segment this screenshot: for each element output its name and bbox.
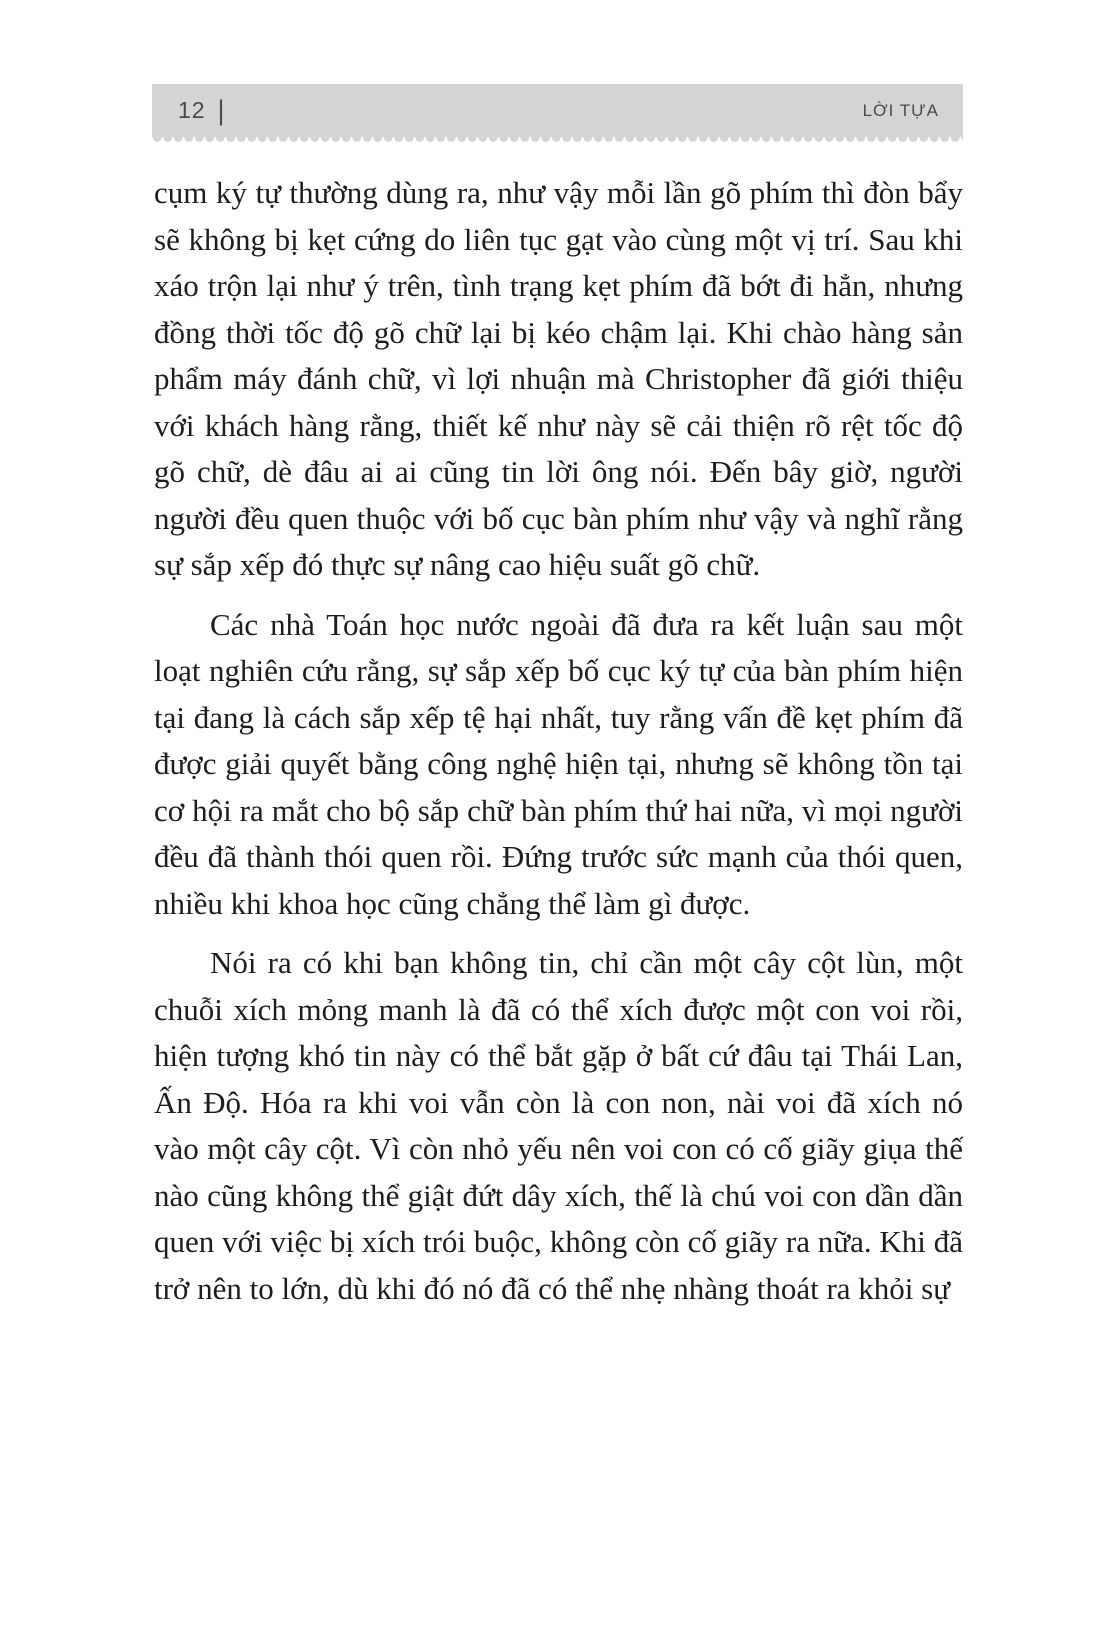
header-bar-strip [152,84,963,137]
page-number: 12 [178,97,206,123]
paragraph-2: Các nhà Toán học nước ngoài đã đưa ra kết luận sau một loạt nghiên cứu rằng, sự sắp xếp bố cục ký tự của bàn phím hiện tại đang là cách sắp xếp tệ hại nhất, tuy rằng vấn đề kẹt phím đã được giải quyết bằng công nghệ hiện tại, nhưng sẽ không tồn tại cơ hội ra mắt cho bộ sắp chữ bàn phím thứ hai nữa, vì mọi người đều đã thành thói quen rồi. Đứng trước sức mạnh của thói quen, nhiều khi khoa học cũng chẳng thể làm gì được. [154,606,963,921]
paragraph-3: Nói ra có khi bạn không tin, chỉ cần một cây cột lùn, một chuỗi xích mỏng manh là đã có thể xích được một con voi rồi, hiện tượng khó tin này có thể bắt gặp ở bất cứ đâu tại Thái Lan, Ấn Độ. Hóa ra khi voi vẫn còn là con non, nài voi đã xích nó vào một cây cột. Vì còn nhỏ yếu nên voi con có cố giãy giụa thế nào cũng không thể giật đứt dây xích, thế là chú voi con dần dần quen với việc bị xích trói buộc, không còn cố giãy ra nữa. Khi đã trở nên to lớn, dù khi đó nó đã có thể nhẹ nhàng thoát ra khỏi sự [154,945,963,1306]
perforated-edge [152,137,963,143]
page-body [154,170,963,1312]
header-left-group [178,95,224,126]
paragraph-1: cụm ký tự thường dùng ra, như vậy mỗi lần gõ phím thì đòn bẩy sẽ không bị kẹt cứng do liên tục gạt vào cùng một vị trí. Sau khi xáo trộn lại như ý trên, tình trạng kẹt phím đã bớt đi hẳn, nhưng đồng thời tốc độ gõ chữ lại bị kéo chậm lại. Khi chào hàng sản phẩm máy đánh chữ, vì lợi nhuận mà Christopher đã giới thiệu với khách hàng rằng, thiết kế như này sẽ cải thiện rõ rệt tốc độ gõ chữ, dè đâu ai ai cũng tin lời ông nói. Đến bây giờ, người người đều quen thuộc với bố cục bàn phím như vậy và nghĩ rằng sự sắp xếp đó thực sự nâng cao hiệu suất gõ chữ. [154,175,963,582]
page-header [152,84,963,143]
running-title: LỜI TỰA [862,100,939,120]
header-separator: | [217,94,225,126]
